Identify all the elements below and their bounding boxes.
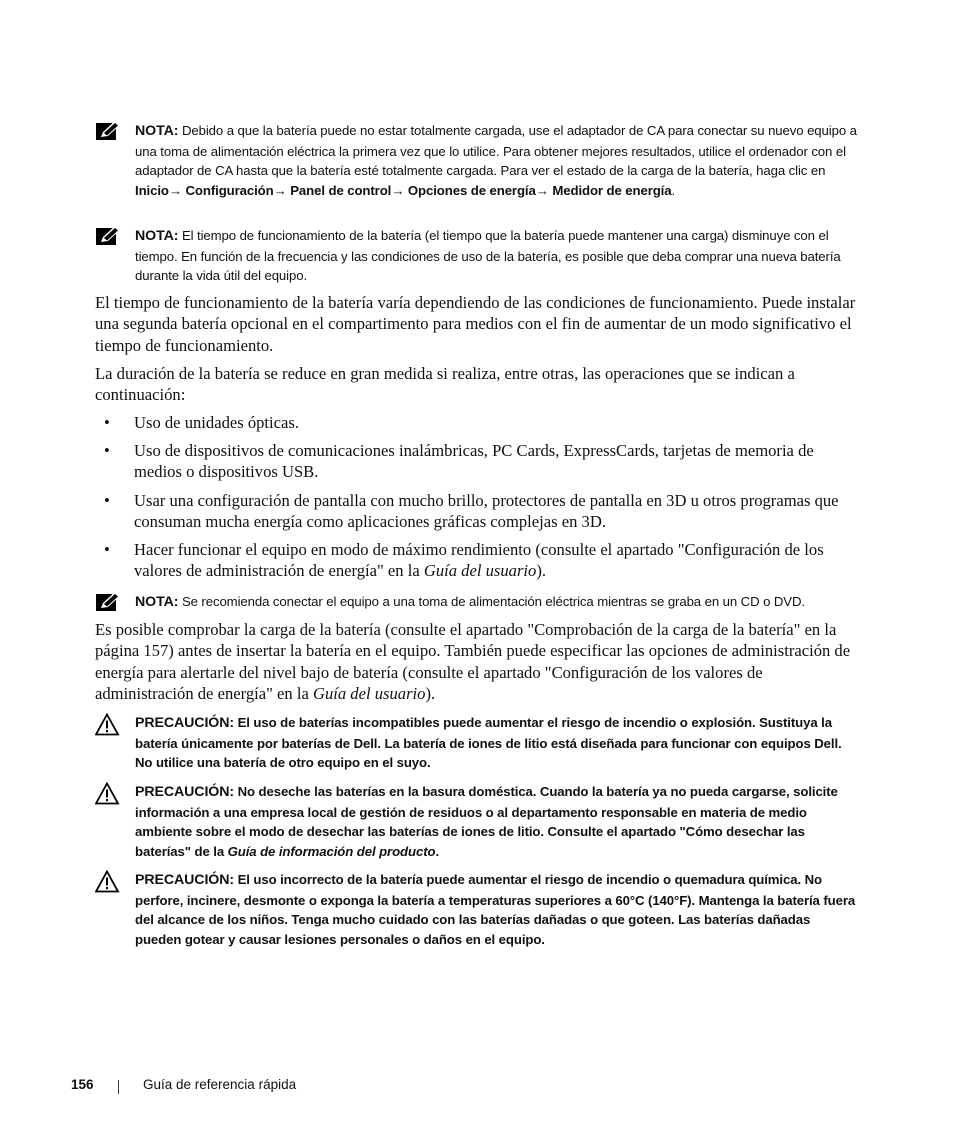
caution-block [95,782,860,861]
note-block [95,226,860,286]
bold-run: Inicio [135,182,169,198]
text-run: Usar una configuración de pantalla con mucho brillo, protectores de pantalla en 3D u otros programas que consuman mucha energía como aplicaciones gráficas complejas en 3D. [134,491,839,532]
note-text [135,121,860,200]
bullet-item [104,490,860,533]
note-label: NOTA: [135,228,179,244]
note-label: NOTA: [135,123,179,139]
text-run: → [168,182,186,198]
text-run: No deseche las baterías en la basura doméstica. Cuando la batería ya no pueda cargarse, solicite información a una empresa local de gestión de residuos o al departamento responsable en materia de medio ambiente sobre el modo de desechar las baterías de iones de litio. Consulte el apartado "Cómo desechar las baterías" de la [135,784,838,859]
caution-block [95,870,860,949]
text-run: El uso incorrecto de la batería puede aumentar el riesgo de incendio o quemadura química. No perfore, incinere, desmonte o exponga la batería a temperaturas superiores a 60°C (140°F). Mantenga la batería fuera del alcance de los niños. Tenga mucho cuidado con las baterías dañadas o que goteen. Las baterías dañadas pueden gotear y causar lesiones personales o daños en el equipo. [135,872,856,947]
note-body [178,594,805,609]
text-run: El uso de baterías incompatibles puede aumentar el riesgo de incendio o explosión. Sustituya la batería únicamente por baterías de Dell. La batería de iones de litio está diseñada para funcionar con equipos Dell. No utilice una batería de otro equipo en el suyo. [135,715,842,770]
document-title: Guía de referencia rápida [143,1077,297,1092]
bold-run: Medidor de energía [552,182,672,198]
bullet-item [104,539,860,582]
footer-separator [118,1080,119,1094]
note-pencil-icon [95,226,125,246]
note-text [135,592,860,613]
caution-body [135,715,842,770]
page-number: 156 [71,1077,94,1092]
text-run: Se recomienda conectar el equipo a una toma de alimentación eléctrica mientras se graba en un CD o DVD. [178,594,805,609]
caution-text [135,870,860,949]
bold-run: Configuración [185,182,274,198]
note-block [95,592,860,613]
note-pencil-icon [95,592,125,612]
bullet-text [134,539,860,582]
note-body [135,123,857,198]
note-text [135,226,860,286]
bullet-item [104,440,860,483]
caution-body [135,872,855,947]
note-block [95,121,860,200]
body-paragraph [95,363,860,406]
text-run: Es posible comprobar la carga de la batería (consulte el apartado "Comprobación de la carga de la batería" en la página 157) antes de insertar la batería en el equipo. También puede especificar las opciones de administración de energía para alertarle del nivel bajo de batería (consulte el apartado "Configuración de los valores de administración de energía" en la [95,620,851,703]
italic-run: Guía del usuario [312,683,426,703]
text-run: Uso de dispositivos de comunicaciones inalámbricas, PC Cards, ExpressCards, tarjetas de memoria de medios o dispositivos USB. [134,441,814,482]
bullet-item [104,412,860,433]
text-run: ). [536,561,547,581]
text-run: Hacer funcionar el equipo en modo de máximo rendimiento (consulte el apartado "Configuración de los valores de administración de energía" en la [134,540,824,581]
text-run: → [391,182,408,198]
caution-block [95,713,860,773]
bullet-text [134,440,860,483]
caution-label: PRECAUCIÓN: [135,715,235,731]
text-run: → [273,182,291,198]
bullet-marker: • [104,441,110,460]
note-label: NOTA: [135,594,179,610]
text-run: El tiempo de funcionamiento de la batería (el tiempo que la batería puede mantener una carga) disminuye con el tiempo. En función de la frecuencia y las condiciones de uso de la batería, es posible que deba comprar una nueva batería durante la vida útil del equipo. [135,228,841,283]
text-run: Debido a que la batería puede no estar totalmente cargada, use el adaptador de CA para conectar su nuevo equipo a una toma de alimentación eléctrica la primera vez que lo utilice. Para obtener mejores resultados, utilice el ordenador con el adaptador de CA hasta que la batería esté totalmente cargada. Para ver el estado de la carga de la batería, haga clic en [135,123,857,178]
text-run: . [671,182,676,198]
caution-body [135,784,838,859]
bullet-marker: • [104,491,110,510]
text-run: ). [425,683,436,703]
text-run: Uso de unidades ópticas. [134,413,299,432]
text-run: La duración de la batería se reduce en gran medida si realiza, entre otras, las operaciones que se indican a continuación: [95,364,795,405]
caution-triangle-icon [95,713,125,737]
body-paragraph [95,619,860,704]
caution-triangle-icon [95,870,125,894]
caution-label: PRECAUCIÓN: [135,872,235,888]
caution-text [135,782,860,861]
note-body [135,228,841,283]
text-run: . [435,843,440,859]
bold-run: Panel de control [290,182,392,198]
caution-text [135,713,860,773]
note-pencil-icon [95,121,125,141]
text-run: → [535,182,553,198]
text-run: El tiempo de funcionamiento de la batería varía dependiendo de las condiciones de funcionamiento. Puede instalar una segunda batería opcional en el compartimento para medios con el fin de aumentar de un modo significativo el tiempo de funcionamiento. [95,293,856,355]
bullet-marker: • [104,540,110,559]
body-paragraph [95,292,860,356]
caution-triangle-icon [95,782,125,806]
bullet-text [134,412,860,433]
italic-run: Guía del usuario [423,561,537,581]
italic-run: Guía de información del producto [227,843,436,859]
bullet-text [134,490,860,533]
caution-label: PRECAUCIÓN: [135,784,235,800]
bold-run: Opciones de energía [407,182,536,198]
bullet-marker: • [104,413,110,432]
